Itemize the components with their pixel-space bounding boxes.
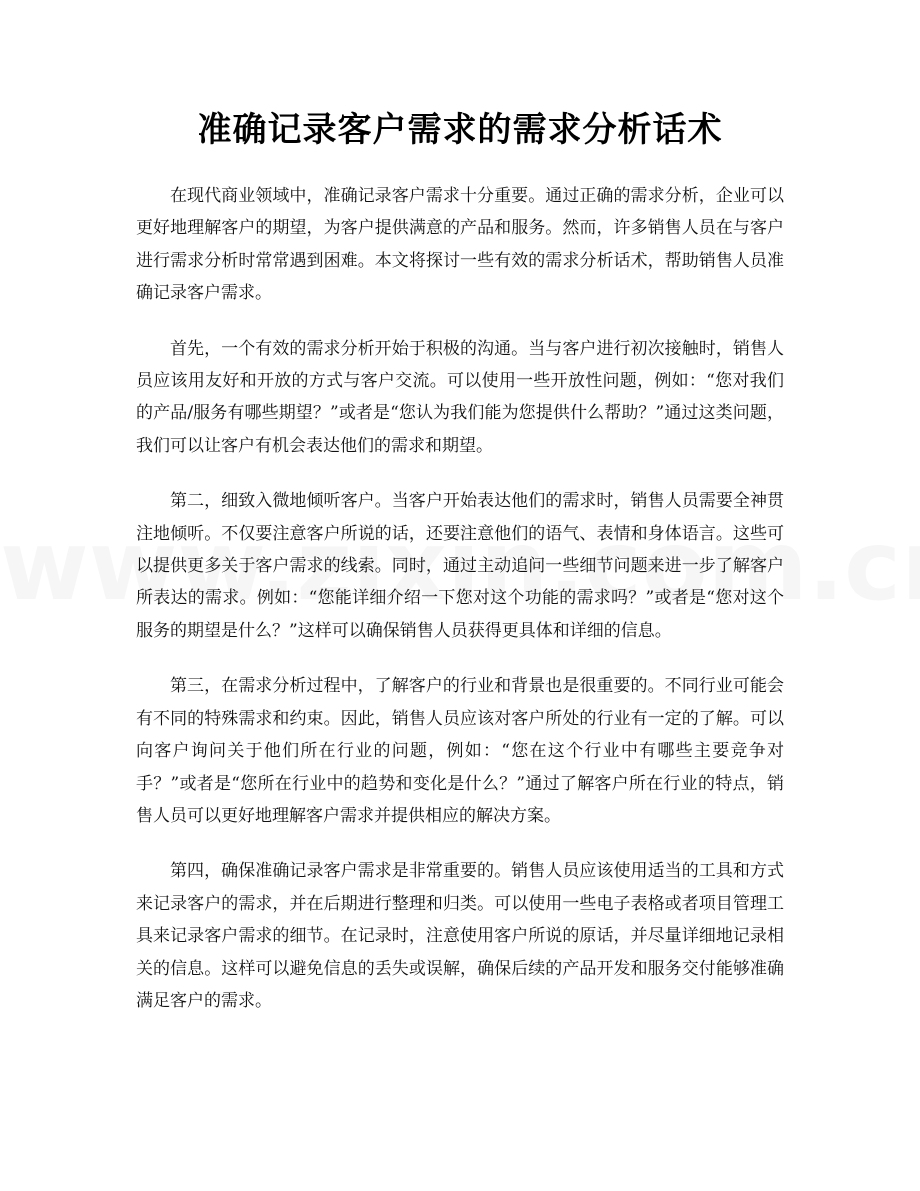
paragraph-fourth: 第四，确保准确记录客户需求是非常重要的。销售人员应该使用适当的工具和方式来记录客户的需求，并在后期进行整理和归类。可以使用一些电子表格或者项目管理工具来记录客户需求的细节。在记录时，注意使用客户所说的原话，并尽量详细地记录相关的信息。这样可以避免信息的丢失或误解，确保后续的产品开发和服务交付能够准确满足客户的需求。	[136, 861, 784, 1011]
paragraph-second: 第二，细致入微地倾听客户。当客户开始表达他们的需求时，销售人员需要全神贯注地倾听。不仅要注意客户所说的话，还要注意他们的语气、表情和身体语言。这些可以提供更多关于客户需求的线索。同时，通过主动追问一些细节问题来进一步了解客户所表达的需求。例如：“您能详细介绍一下您对这个功能的需求吗？”或者是“您对这个服务的期望是什么？”这样可以确保销售人员获得更具体和详细的信息。	[136, 491, 784, 641]
paragraph-intro: 在现代商业领域中，准确记录客户需求十分重要。通过正确的需求分析，企业可以更好地理解客户的期望，为客户提供满意的产品和服务。然而，许多销售人员在与客户进行需求分析时常常遇到困难。本文将探讨一些有效的需求分析话术，帮助销售人员准确记录客户需求。	[136, 186, 784, 304]
document-body	[136, 180, 784, 1040]
paragraph-third: 第三，在需求分析过程中，了解客户的行业和背景也是很重要的。不同行业可能会有不同的特殊需求和约束。因此，销售人员应该对客户所处的行业有一定的了解。可以向客户询问关于他们所在行业的问题，例如：“您在这个行业中有哪些主要竞争对手？”或者是“您所在行业中的趋势和变化是什么？”通过了解客户所在行业的特点，销售人员可以更好地理解客户需求并提供相应的解决方案。	[136, 676, 784, 826]
paragraph-first: 首先，一个有效的需求分析开始于积极的沟通。当与客户进行初次接触时，销售人员应该用友好和开放的方式与客户交流。可以使用一些开放性问题，例如：“您对我们的产品/服务有哪些期望？”或者是“您认为我们能为您提供什么帮助？”通过这类问题，我们可以让客户有机会表达他们的需求和期望。	[136, 338, 784, 456]
document-title: 准确记录客户需求的需求分析话术	[197, 110, 723, 150]
